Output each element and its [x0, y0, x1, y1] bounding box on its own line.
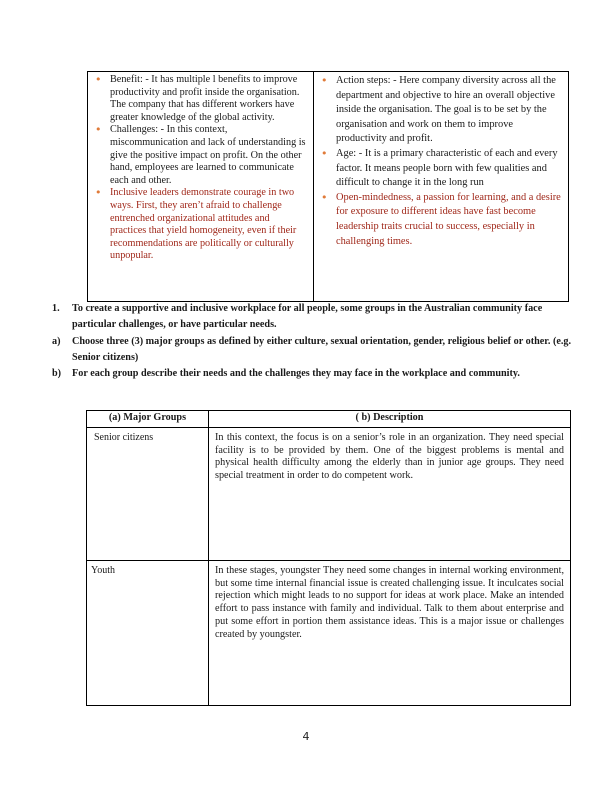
comparison-right-column	[314, 72, 568, 301]
bullet-benefit: • Benefit: - It has multiple l benefits to improve productivity and profit inside the organisation. The company that has different workers have greater knowledge of the global activity.	[110, 74, 307, 124]
question-b-text: For each group describe their needs and the challenges they may face in the workplace and community.	[72, 368, 520, 379]
table-row	[87, 561, 571, 706]
bullet-action-steps: • Action steps: - Here company diversity across all the department and objective to hire an overall objective inside the organisation. The goal is to be set by the organisation and work on them to improve productivity and profit.	[336, 74, 562, 147]
header-major-groups: (a) Major Groups	[87, 411, 209, 428]
question-a-marker: a)	[52, 336, 61, 347]
comparison-box	[87, 71, 569, 302]
header-description: ( b) Description	[209, 411, 571, 428]
table-header-row	[87, 411, 571, 428]
group-description-senior-citizens: In this context, the focus is on a senior’s role in an organization. They need special facility is to be provided by them. One of the biggest problems is mental and physical health difficulty among the elderly than in junior age groups. They need special treatment in order to do competent work.	[209, 428, 571, 561]
question-a	[52, 334, 572, 365]
page-number: 4	[302, 730, 310, 743]
table-row	[87, 428, 571, 561]
question-a-text: Choose three (3) major groups as defined by either culture, sexual orientation, gender, religious belief or other. (e.g. Senior citizens)	[72, 336, 572, 363]
group-name-youth: Youth	[87, 561, 209, 706]
comparison-left-column	[88, 72, 314, 301]
left-bullet-list	[110, 74, 307, 263]
bullet-age: • Age: - It is a primary characteristic of each and every factor. It means people born with few qualities and difficult to change it in the long run	[336, 147, 562, 191]
bullet-challenges: • Challenges: - In this context, miscommunication and lack of understanding is give the positive impact on profit. On the other hand, employees are learned to communicate each and other.	[110, 124, 307, 187]
question-1-text: To create a supportive and inclusive workplace for all people, some groups in the Australian community face particular challenges, or have particular needs.	[72, 303, 543, 330]
bullet-open-mindedness: • Open-mindedness, a passion for learning, and a desire for exposure to different ideas have fast become leadership traits crucial to success, especially in challenging times.	[336, 191, 562, 249]
right-bullet-list	[336, 74, 562, 249]
bullet-inclusive-leaders: • Inclusive leaders demonstrate courage in two ways. First, they aren’t afraid to challenge entrenched organizational attitudes and practices that yield homogeneity, even if their recommendations are politically or culturally unpopular.	[110, 187, 307, 263]
question-b-marker: b)	[52, 368, 62, 379]
group-name-senior-citizens: Senior citizens	[87, 428, 209, 561]
question-1-number: 1.	[52, 303, 60, 314]
group-description-youth: In these stages, youngster They need some changes in internal working environment, but some time internal financial issue is created challenging issue. It inculcates social rejection which might leads to no support for ideas at work place. Make an intended effort to pass instance with family and individual. Talk to them about enterprise and put some effort in portion them assistance ideas. This is a major issue or challenges created by youngster.	[209, 561, 571, 706]
question-1	[52, 301, 572, 332]
question-b	[52, 366, 572, 382]
major-groups-table	[86, 410, 571, 706]
